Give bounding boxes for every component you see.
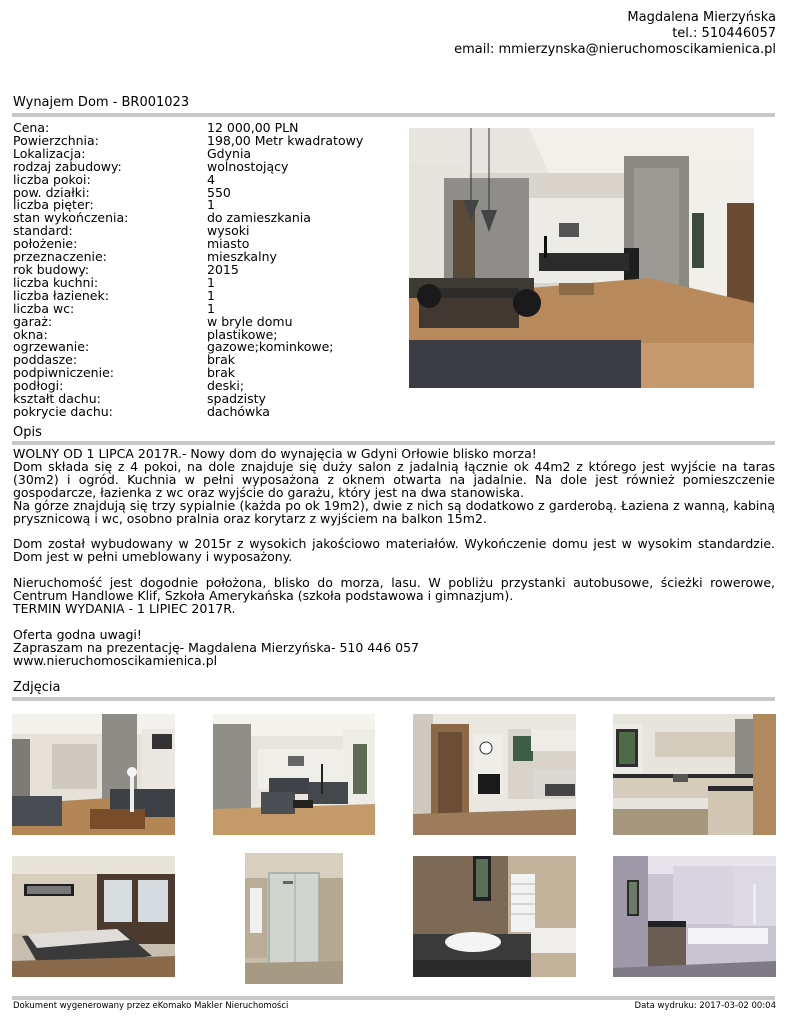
description-paragraph: WOLNY OD 1 LIPCA 2017R.- Nowy dom do wynajęcia w Gdyni Orłowie blisko morza! [13,446,537,461]
photo-thumbnail[interactable] [413,856,576,977]
param-value: plastikowe; [207,326,278,342]
property-parameters [13,122,363,419]
param-value: 550 [207,184,231,200]
param-value: 4 [207,171,215,187]
param-label: podpiwniczenie: [13,365,114,381]
main-photo [409,128,754,388]
footer-generator-note: Dokument wygenerowany przez eKomako Makler Nieruchomości [13,1001,289,1011]
param-label: liczba pokoi: [13,171,91,187]
photo-thumbnail[interactable] [613,714,776,835]
listing-title: Wynajem Dom - BR001023 [13,95,190,110]
param-value: wysoki [207,223,250,239]
param-label: ogrzewanie: [13,339,90,355]
param-label: przeznaczenie: [13,249,107,265]
param-value: 198,00 Metr kwadratowy [207,132,364,148]
param-label: Lokalizacja: [13,145,86,161]
description-paragraph: Zapraszam na prezentację- Magdalena Mierzyńska- 510 446 057 [13,639,419,655]
agent-name: Magdalena Mierzyńska [627,10,776,25]
divider [12,996,775,1000]
param-label: liczba wc: [13,300,75,316]
description-text [13,448,775,668]
description-paragraph: Nieruchomość jest dogodnie położona, blisko do morza, lasu. W pobliżu przystanki autobusowe, ścieżki rowerowe, Centrum Handlowe Klif, Szkoła Amerykańska (szkoła podstawowa i gimnazjum). [13,575,775,604]
param-row [13,367,363,380]
photo-thumbnail[interactable] [613,856,776,977]
param-label: pokrycie dachu: [13,403,113,419]
section-photos-title: Zdjęcia [13,680,61,695]
photo-thumbnail[interactable] [12,856,175,977]
photo-thumbnail[interactable] [245,853,343,984]
param-label: stan wykończenia: [13,210,129,226]
param-value: 2015 [207,261,239,277]
agent-contact [454,10,776,58]
param-label: rodzaj zabudowy: [13,158,122,174]
param-value: 12 000,00 PLN [207,120,299,135]
param-value: 1 [207,300,215,316]
divider [12,697,775,701]
param-label: podłogi: [13,378,64,394]
param-value: mieszkalny [207,249,277,265]
param-value: miasto [207,236,250,252]
param-value: dachówka [207,403,270,419]
param-value: brak [207,365,235,381]
divider [12,113,775,117]
photo-thumbnail[interactable] [213,714,375,835]
param-value: gazowe;kominkowe; [207,339,334,355]
param-label: kształt dachu: [13,391,101,407]
param-label: standard: [13,223,73,239]
param-value: 1 [207,287,215,303]
param-value: spadzisty [207,391,266,407]
param-label: liczba pięter: [13,197,94,213]
agent-email: email: mmierzynska@nieruchomoscikamienica.pl [454,42,776,57]
param-label: Powierzchnia: [13,132,99,148]
param-label: Cena: [13,120,50,135]
param-label: okna: [13,326,48,342]
param-value: do zamieszkania [207,210,311,226]
param-value: 1 [207,197,215,213]
param-value: w bryle domu [207,313,293,329]
param-value: 1 [207,274,215,290]
param-value: deski; [207,378,245,394]
param-label: liczba kuchni: [13,274,99,290]
section-opis-title: Opis [13,425,42,440]
photo-thumbnail[interactable] [12,714,175,835]
param-value: brak [207,352,235,368]
description-paragraph: Oferta godna uwagi! [13,626,142,642]
description-paragraph: www.nieruchomoscikamienica.pl [13,652,218,668]
agent-phone: tel.: 510446057 [672,26,776,41]
param-value: wolnostojący [207,158,289,174]
param-row [13,300,363,316]
description-paragraph: TERMIN WYDANIA - 1 LIPIEC 2017R. [13,601,236,617]
divider [12,441,775,445]
param-label: liczba łazienek: [13,287,109,303]
photo-thumbnail[interactable] [413,714,576,835]
param-label: garaż: [13,313,53,329]
footer-print-date: Data wydruku: 2017-03-02 00:04 [634,1001,776,1011]
param-label: pow. działki: [13,184,90,200]
param-label: rok budowy: [13,261,90,277]
param-label: położenie: [13,236,78,252]
description-paragraph: Dom składa się z 4 pokoi, na dole znajduje się duży salon z jadalnią łącznie ok 44m2 z którego jest wyjście na taras (30m2) i ogród. Kuchnia w pełni wyposażona z oknem otwarta na jadalnie. Na dole jest również pomieszczenie gospodarcze, łazienka z wc oraz wyjście do garażu, który jest na dwa stanowiska. [13,458,775,500]
param-row [13,403,363,419]
param-value: Gdynia [207,145,252,161]
param-row [13,313,363,329]
description-paragraph: Na górze znajdują się trzy sypialnie (każda po ok 19m2), dwie z nich są dodatkowo z garderobą. Łaziena z wanną, kabiną prysznicową i wc, osobno pralnia oraz korytarz z wyjściem na balkon 15m2. [13,497,775,526]
param-label: poddasze: [13,352,78,368]
description-paragraph: Dom został wybudowany w 2015r z wysokich jakościowo materiałów. Wykończenie domu jest w wysokim standardzie. Dom jest w pełni umeblowany i wyposażony. [13,536,775,565]
